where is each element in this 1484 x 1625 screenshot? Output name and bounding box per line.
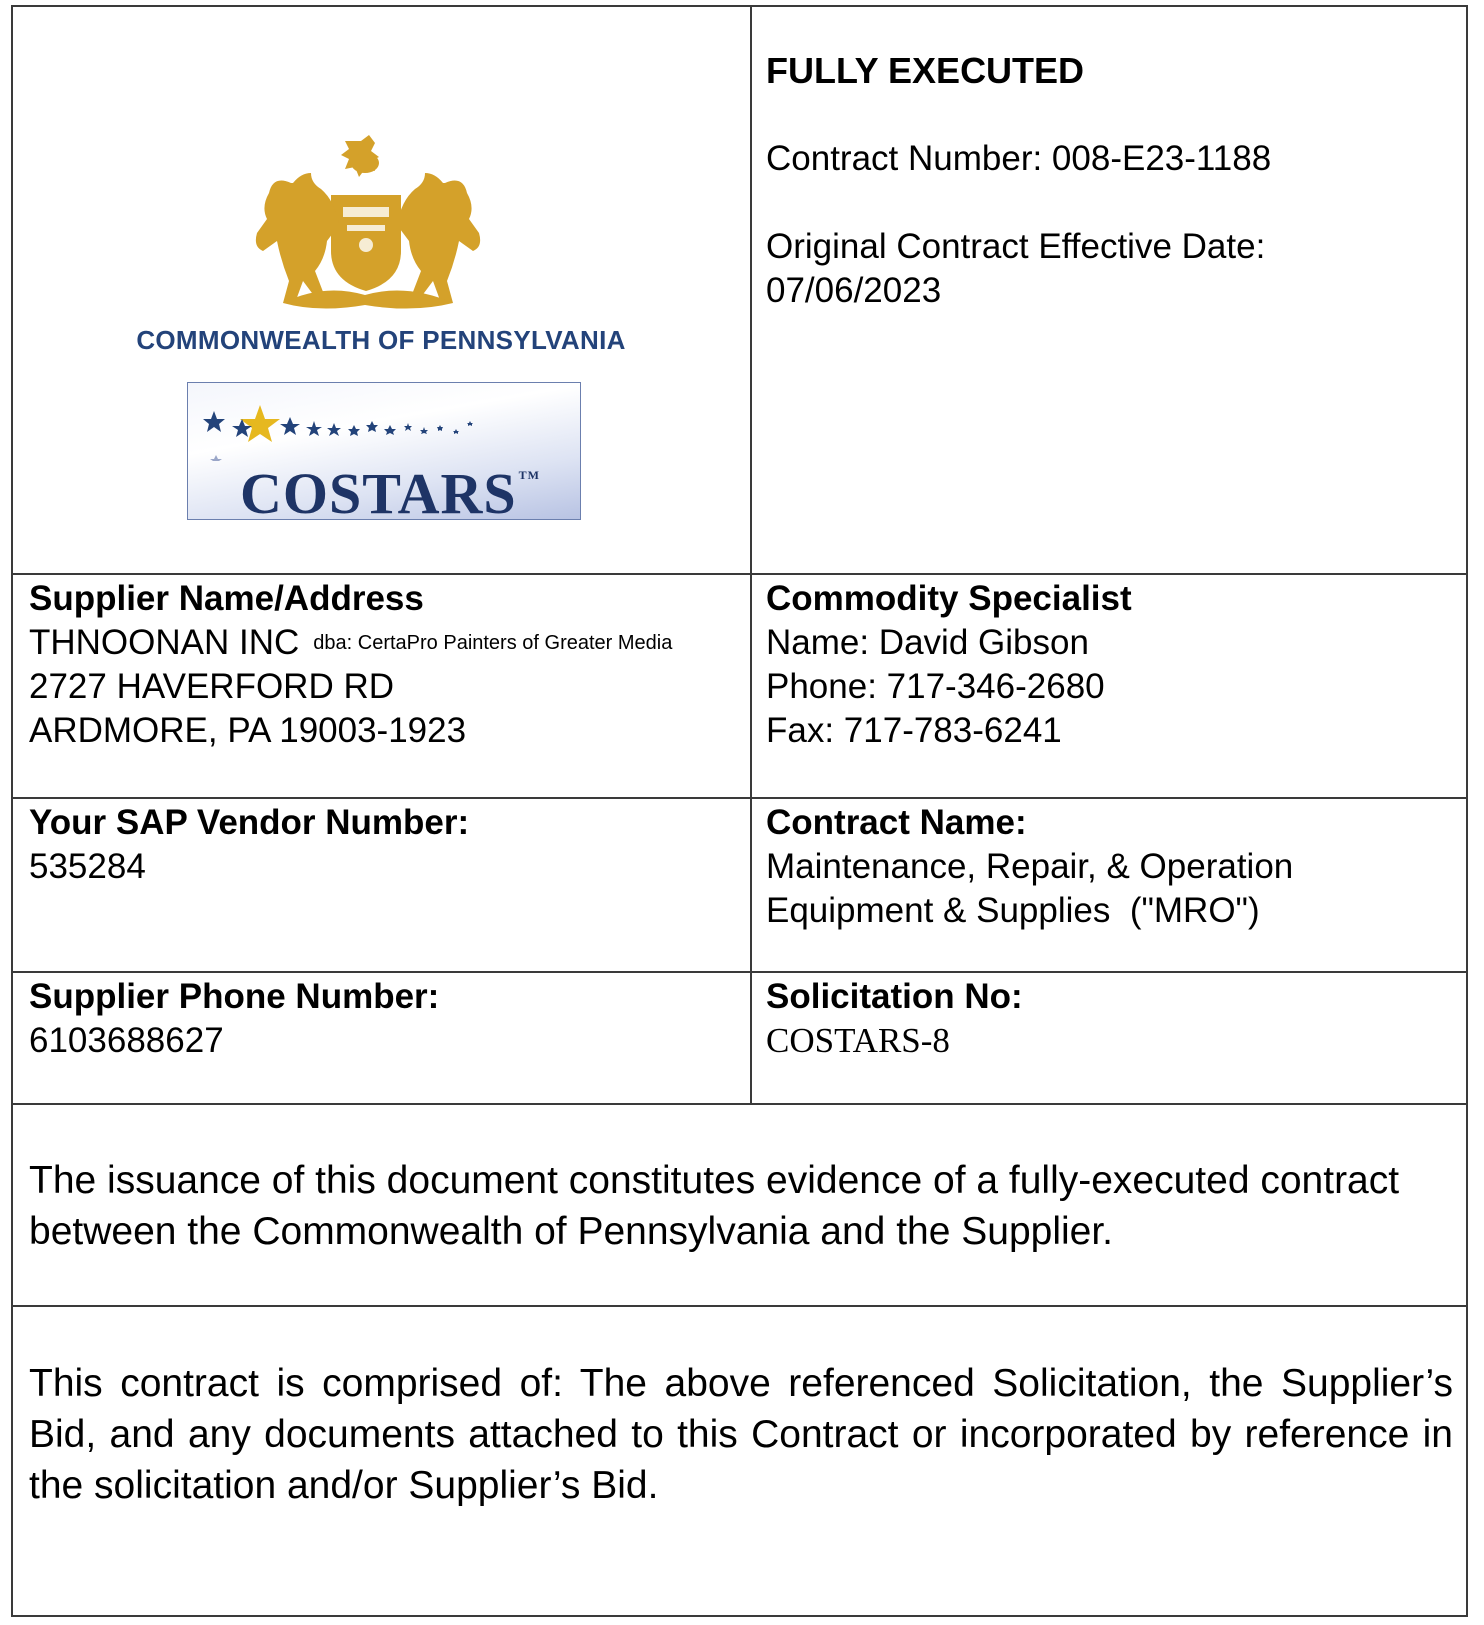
contract-name-label: Contract Name: [766,803,1027,842]
column-divider [750,5,752,1104]
supplier-name-line [29,621,744,665]
comprised-statement: This contract is comprised of: The above referenced Solicitation, the Supplier’s Bid, and any documents attached to this Contract or incorporated by reference in the solicitation and/or Supplier’s Bid. [29,1362,1453,1507]
border-right [1466,5,1468,1617]
status-title: FULLY EXECUTED [766,50,1085,91]
supplier-phone-number: 6103688627 [29,1021,224,1060]
supplier-cell [29,577,744,753]
effective-date-label: Original Contract Effective Date: [766,227,1266,266]
header-info [766,49,1456,313]
vendor-cell [29,801,744,889]
specialist-cell [766,577,1456,753]
supplier-phone-label: Supplier Phone Number: [29,977,440,1016]
supplier-label: Supplier Name/Address [29,579,424,618]
costars-wordmark: COSTARS ™ [240,461,541,520]
logo-cell [11,5,750,573]
costars-logo [187,382,581,520]
row-divider [11,797,1468,799]
supplier-dba: dba: CertaPro Painters of Greater Media [313,632,673,654]
supplier-street: 2727 HAVERFORD RD [29,667,395,706]
contract-name-line2: Equipment & Supplies ("MRO") [766,891,1260,930]
solicitation-number: COSTARS-8 [766,1021,950,1060]
solicitation-cell [766,975,1456,1063]
row-divider [11,573,1468,575]
border-bottom [11,1615,1468,1617]
supplier-name: THNOONAN INC [29,623,300,662]
specialist-label: Commodity Specialist [766,579,1132,618]
pennsylvania-seal-icon [243,133,493,318]
supplier-phone-cell [29,975,744,1063]
row-divider [11,971,1468,973]
specialist-fax: Fax: 717-783-6241 [766,711,1062,750]
contract-name-cell [766,801,1456,933]
vendor-label: Your SAP Vendor Number: [29,803,470,842]
contract-name-line1: Maintenance, Repair, & Operation [766,847,1294,886]
specialist-name: Name: David Gibson [766,623,1089,662]
row-divider [11,1103,1468,1105]
solicitation-label: Solicitation No: [766,977,1023,1016]
issuance-statement: The issuance of this document constitutes evidence of a fully-executed contract between the Commonwealth of Pennsylvania and the Supplier. [29,1159,1400,1253]
contract-number: Contract Number: 008-E23-1188 [766,139,1272,178]
seal-caption: COMMONWEALTH OF PENNSYLVANIA [136,325,626,355]
row-divider [11,1305,1468,1307]
effective-date-value: 07/06/2023 [766,271,942,310]
vendor-number: 535284 [29,847,146,886]
specialist-phone: Phone: 717-346-2680 [766,667,1105,706]
contract-document [11,5,1468,1617]
supplier-city: ARDMORE, PA 19003-1923 [29,711,467,750]
